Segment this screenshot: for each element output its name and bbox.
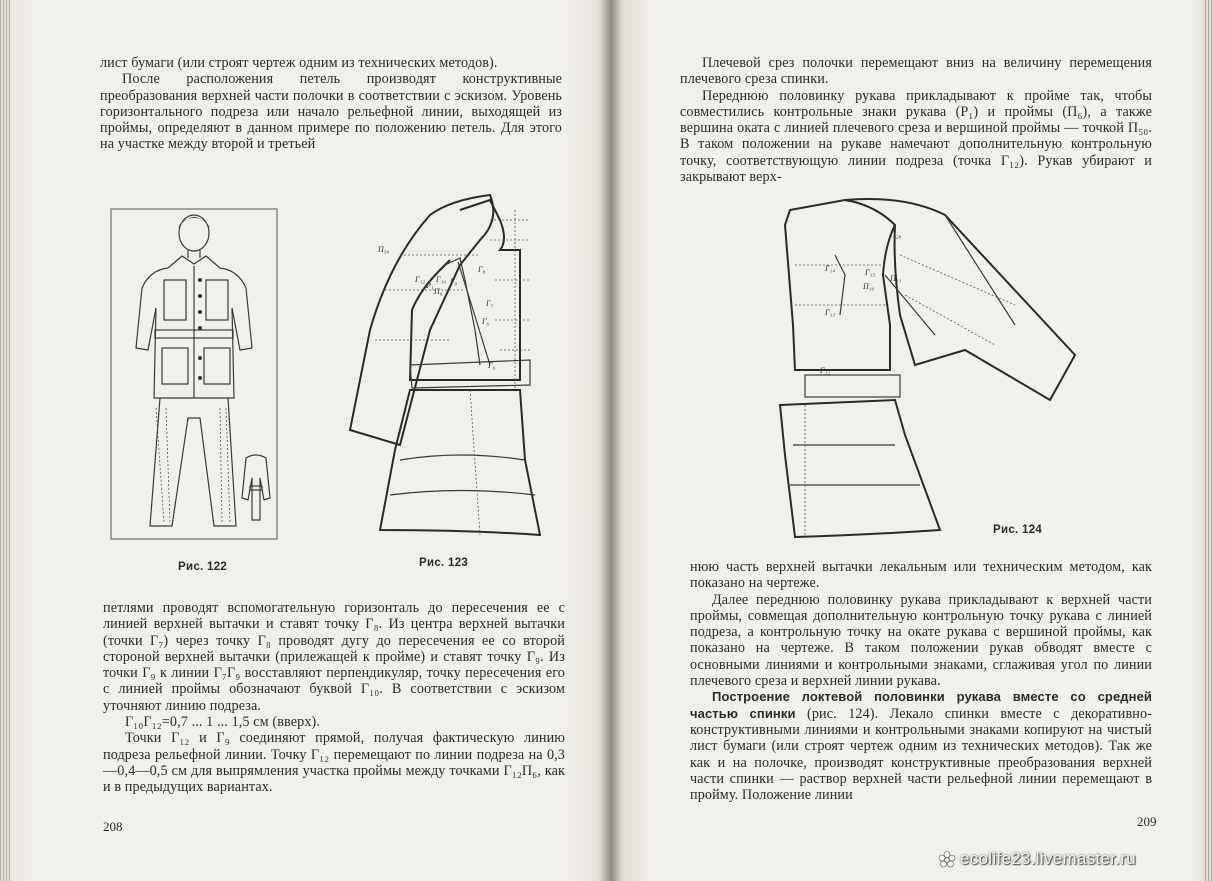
watermark-text: ecolife23.livemaster.ru [960,849,1137,868]
paragraph: Далее переднюю половинку рукава прикладывают к верхней части проймы, совмещая дополнительную контрольную точку рукава с линией подреза, а контрольную точку на окате рукава с вершиной проймы, как показано на чертеже. В таком положении рукав обводят вместе с основными линиями и контрольными знаками, сглаживая угол по линии плечевого среза и верхней линии рукава. [690,591,1152,690]
figure-123-caption: Рис. 123 [419,557,469,569]
label: Р₁ [426,281,434,290]
label: Г₆ [488,361,496,370]
figure-124-pattern-drawing [765,195,1085,540]
label: Г₁₂ [415,275,426,284]
figure-122-coat-sketch [110,208,278,540]
label: Г₈ [478,265,486,274]
label: П₆ [434,287,443,296]
left-text-bottom [103,600,565,796]
page-edge-right [1203,0,1213,881]
label: Г₁₄ [825,264,836,273]
figure-122-caption: Рис. 122 [178,561,228,573]
label: П₁₁ [890,274,902,283]
label: П₁₀ [863,282,875,291]
paragraph: Г₁₀Г₁₂=0,7 ... 1 ... 1,5 см (вверх). [125,714,320,731]
paragraph: лист бумаги (или строят чертеж одним из технических методов). [100,55,498,71]
label: Г₇ [486,299,494,308]
paragraph [690,689,1152,803]
right-text-bottom [690,559,1152,803]
label: П₅₀ [378,245,390,254]
label: Г₉ [450,277,458,286]
section-text: (рис. 124). Лекало спинки вместе с декоративно-конструктивными линиями и контрольными знаками копируют на чистый лист бумаги (или строят чертеж одним из технических методов). Так же как и на полочке, производят конструктивные преобразования верхней части спинки — раствор верхней части рельефной линии перемещают в пройму. Положение линии [690,705,1152,804]
section-heading: Построение локтевой половинки рукава вместе со средней частью спинки [690,689,1152,721]
right-text-top [680,55,1152,185]
left-text-top [100,55,562,153]
figure-123-pattern-drawing [340,190,550,545]
label: П₂₈ [890,230,902,239]
figure-124-caption: Рис. 124 [993,524,1043,536]
book-gutter [600,0,622,881]
paragraph: Точки Г₁₂ и Г₉ соединяют прямой, получая фактическую линию подреза рельефной линии. Точку Г₁₂ перемещают по линии подреза на 0,3—0,4—0,5 см для выпрямления участка проймы между точками Г₁₂П₆, как и в предыдущих вариантах. [103,730,565,796]
paragraph: Плечевой срез полочки перемещают вниз на величину перемещения плечевого среза спинки. [680,55,1152,88]
page-number-right: 209 [1137,814,1157,829]
label: Г₆ [482,317,490,326]
paragraph: Переднюю половинку рукава прикладывают к пройме так, чтобы совместились контрольные знаки рукава (Р₁) и проймы (П₆), а также вершина оката с линией плечевого среза и вершиной проймы — точкой П₅₀. В таком положении на рукаве намечают дополнительную контрольную точку, соответствующую линии подреза (точка Г₁₂). Рукав убирают и закрывают верх- [680,87,1152,186]
paragraph: После расположения петель производят конструктивные преобразования верхней части полочки в соответствии с эскизом. Уровень горизонтального подреза или начало рельефной линии, выходящей из проймы, определяют в данном примере по положению петель. Для этого на участке между второй и третьей [100,71,562,153]
right-page [610,0,1213,881]
label: Г₁₅ [865,268,876,277]
page-edge-left [0,0,10,881]
paragraph: нюю часть верхней вытачки лекальным или техническим методом, как показано на чертеже. [690,559,1152,592]
label: Г₁₃ [825,308,836,317]
label: Г₁₀ [436,275,447,284]
page-number-left: 208 [103,819,123,834]
flower-logo-icon [938,851,956,869]
paragraph: петлями проводят вспомогательную горизонталь до пересечения ее с линией верхней вытачки и ставят точку Г₈. Из центра верхней вытачки (точки Г₇) через точку Г₈ проводят дугу до пересечения ее со второй стороной верхней вытачки (прилежащей к пройме) и ставят точку Г₉. Из точки Г₉ к линии Г₇Г₉ восставляют перпендикуляр, точку пересечения его с линией проймы обозначают буквой Г₁₀. В соответствии с эскизом уточняют линию подреза. [103,600,565,714]
label: Г₁₁ [820,366,831,375]
